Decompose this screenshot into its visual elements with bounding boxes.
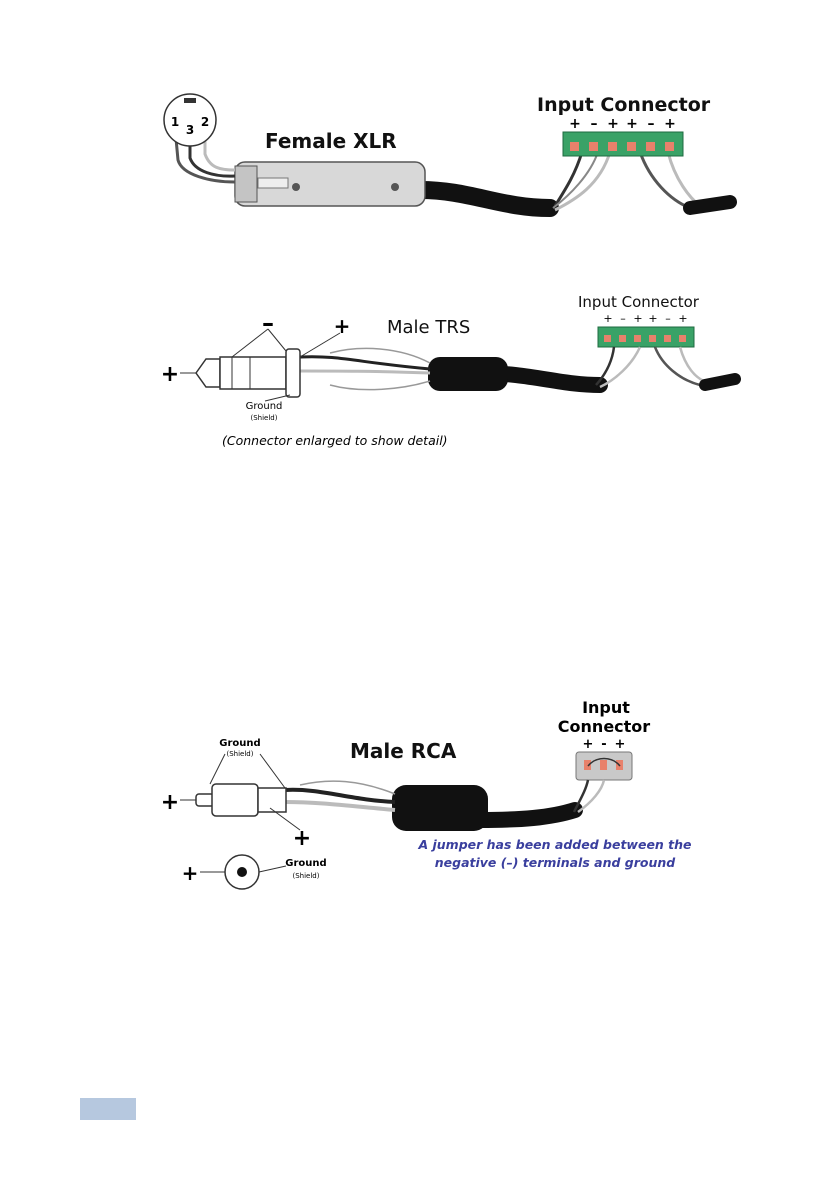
trs-ground-label: Ground — [245, 401, 283, 412]
svg-text:+: + — [664, 116, 676, 132]
rca-plug-body — [212, 784, 258, 816]
rca-front-plus: + — [181, 861, 199, 885]
trs-wire-black — [300, 357, 430, 369]
trs-tip-sign: + — [160, 362, 180, 387]
xlr-plug-front — [235, 166, 257, 202]
trs-polarity-marks — [603, 312, 687, 325]
trs-note: (Connector enlarged to show detail) — [222, 433, 448, 448]
svg-text:–: – — [665, 312, 671, 325]
rca-plug-collar — [258, 788, 286, 812]
svg-text:+: + — [582, 737, 594, 752]
rca-cable — [480, 810, 575, 820]
xlr-plug-grip — [258, 178, 288, 188]
svg-text:+: + — [648, 312, 658, 325]
svg-text:+: + — [626, 116, 638, 132]
rca-front-shield: (Shield) — [292, 872, 320, 880]
svg-text:+: + — [614, 737, 626, 752]
rca-title: Male RCA — [350, 739, 457, 763]
svg-text:–: – — [620, 312, 626, 325]
rca-plus-bottom: + — [292, 826, 312, 851]
xlr-pin-label-1: 1 — [170, 115, 180, 129]
svg-text:+: + — [633, 312, 643, 325]
trs-boot — [428, 357, 508, 391]
xlr-wire-right-a — [640, 152, 690, 208]
trs-wire-shield-2 — [330, 381, 430, 390]
trs-plug-tip — [196, 359, 220, 387]
trs-shield-label: (Shield) — [250, 414, 278, 422]
xlr-cable-right — [690, 202, 730, 208]
rca-note-line2: negative (–) terminals and ground — [434, 855, 676, 870]
svg-text:+: + — [569, 116, 581, 132]
rca-ground-label: Ground — [219, 738, 261, 749]
xlr-wiring-diagram — [0, 80, 840, 240]
page-number-tab — [80, 1098, 136, 1120]
rca-connector-label-2: Connector — [557, 717, 651, 736]
xlr-cable — [420, 190, 550, 208]
rca-wire-white — [285, 802, 395, 810]
xlr-pin-label-2: 2 — [200, 115, 210, 129]
rca-connector-label-1: Input — [582, 698, 630, 717]
rca-polarity-marks — [583, 737, 626, 752]
rca-wire-black — [285, 790, 395, 802]
svg-text:+: + — [607, 116, 619, 132]
trs-wire-shield — [330, 348, 430, 363]
trs-ring-plus: + — [333, 314, 351, 338]
svg-text:+: + — [603, 312, 613, 325]
xlr-connector-label: Input Connector — [537, 94, 711, 116]
rca-boot — [392, 785, 488, 831]
svg-text:–: – — [590, 116, 598, 132]
trs-connector-label: Input Connector — [578, 293, 699, 311]
xlr-title: Female XLR — [265, 129, 397, 153]
xlr-screw-1 — [292, 183, 300, 191]
trs-plug-shaft — [220, 357, 286, 389]
rca-shield-label: (Shield) — [226, 750, 254, 758]
rca-note-line1: A jumper has been added between the — [418, 837, 692, 852]
rca-plus-left: + — [160, 790, 180, 815]
trs-title: Male TRS — [387, 317, 471, 338]
rca-wiring-diagram — [0, 690, 840, 890]
svg-text:–: – — [647, 116, 655, 132]
trs-wiring-diagram — [0, 285, 840, 455]
trs-ring-sign: – — [262, 309, 274, 337]
svg-text:+: + — [678, 312, 688, 325]
xlr-pin-label-3: 3 — [185, 123, 195, 137]
trs-wire-white — [300, 371, 430, 373]
rca-front-ground: Ground — [285, 858, 327, 869]
xlr-screw-2 — [391, 183, 399, 191]
xlr-polarity-marks — [569, 116, 676, 132]
trs-plug-collar — [286, 349, 300, 397]
svg-text:-: - — [601, 737, 607, 752]
